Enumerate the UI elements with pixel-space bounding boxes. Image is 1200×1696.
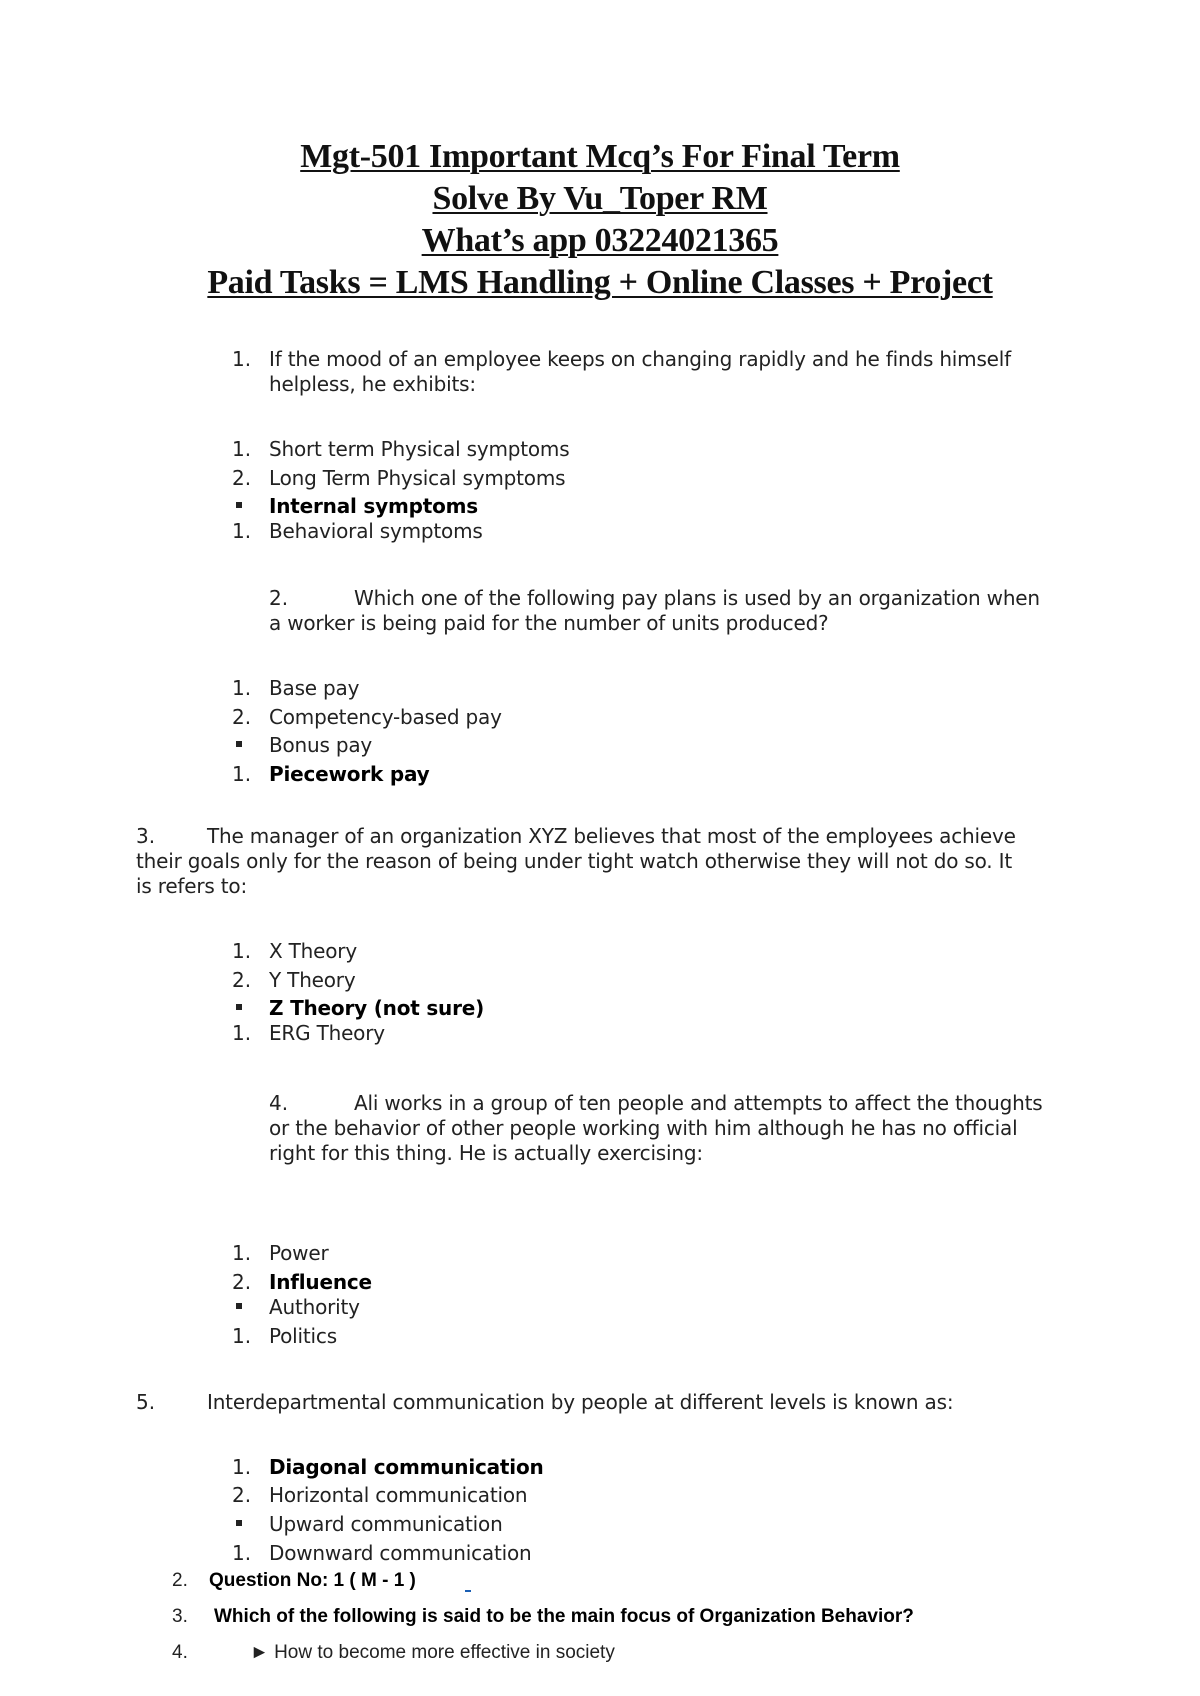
- option-text: Power: [269, 1241, 329, 1265]
- bullet-icon: [236, 1303, 242, 1309]
- option-marker: 2.: [232, 1270, 252, 1294]
- option-text: Upward communication: [269, 1512, 503, 1536]
- option-text: Downward communication: [269, 1541, 532, 1565]
- document-header: [0, 136, 1200, 304]
- option-marker: 2.: [232, 466, 252, 490]
- option-marker: 2.: [232, 968, 252, 992]
- option-marker: 1.: [232, 762, 252, 786]
- question-heading: Question No: 1 ( M - 1 ): [209, 1570, 416, 1591]
- option-marker: 1.: [232, 1455, 252, 1479]
- option-text-correct: Piecework pay: [269, 762, 430, 786]
- question-text: Ali works in a group of ten people and attempts to affect the thoughts: [354, 1091, 1043, 1115]
- option-text-correct: Diagonal communication: [269, 1455, 544, 1479]
- option-text: Y Theory: [269, 968, 356, 992]
- question-text: or the behavior of other people working with him although he has no official: [269, 1116, 1018, 1140]
- option-marker: 1.: [232, 676, 252, 700]
- question-text: a worker is being paid for the number of units produced?: [269, 611, 829, 635]
- question-number: 3.: [136, 824, 156, 848]
- option-text: Short term Physical symptoms: [269, 437, 570, 461]
- question-text: right for this thing. He is actually exercising:: [269, 1141, 703, 1165]
- question-text: Which of the following is said to be the main focus of Organization Behavior?: [214, 1606, 914, 1627]
- option-text: Horizontal communication: [269, 1483, 528, 1507]
- option-text: Authority: [269, 1295, 360, 1319]
- option-text: ► How to become more effective in society: [250, 1642, 615, 1663]
- doc-contact-line: What’s app 03224021365: [421, 222, 779, 259]
- question-text: The manager of an organization XYZ believes that most of the employees achieve: [207, 824, 1016, 848]
- option-text: Behavioral symptoms: [269, 519, 483, 543]
- option-text: Bonus pay: [269, 733, 373, 757]
- option-text-correct: Influence: [269, 1270, 372, 1294]
- question-text: their goals only for the reason of being under tight watch otherwise they will not do so. It: [136, 849, 1012, 873]
- doc-paid-tasks-line: Paid Tasks = LMS Handling + Online Classes + Project: [207, 264, 993, 301]
- question-text: helpless, he exhibits:: [269, 372, 476, 396]
- question-text: Interdepartmental communication by people at different levels is known as:: [207, 1390, 954, 1414]
- option-marker: 1.: [232, 1324, 252, 1348]
- bullet-icon: [236, 502, 242, 508]
- question-text: Which one of the following pay plans is used by an organization when: [354, 586, 1040, 610]
- link-anchor[interactable]: [465, 1590, 471, 1592]
- option-text-correct: Z Theory (not sure): [269, 996, 485, 1020]
- bullet-icon: [236, 741, 242, 747]
- option-marker: 1.: [232, 939, 252, 963]
- option-marker: 1.: [232, 1541, 252, 1565]
- question-number: 2.: [269, 586, 289, 610]
- question-number: 4.: [269, 1091, 289, 1115]
- doc-title: Mgt-501 Important Mcq’s For Final Term: [300, 138, 900, 175]
- list-number: 2.: [172, 1570, 188, 1591]
- bullet-icon: [236, 1520, 242, 1526]
- question-text: If the mood of an employee keeps on changing rapidly and he finds himself: [269, 347, 1011, 371]
- question-text: is refers to:: [136, 874, 247, 898]
- option-marker: 1.: [232, 437, 252, 461]
- option-marker: 2.: [232, 1483, 252, 1507]
- option-text: Politics: [269, 1324, 337, 1348]
- bullet-icon: [236, 1004, 242, 1010]
- option-marker: 2.: [232, 705, 252, 729]
- option-text: Base pay: [269, 676, 360, 700]
- option-text: X Theory: [269, 939, 357, 963]
- question-number: 1.: [232, 347, 252, 371]
- option-marker: 1.: [232, 519, 252, 543]
- option-text: Long Term Physical symptoms: [269, 466, 566, 490]
- list-number: 4.: [172, 1642, 188, 1663]
- option-text: Competency-based pay: [269, 705, 502, 729]
- doc-author-line: Solve By Vu_Toper RM: [432, 180, 768, 217]
- option-marker: 1.: [232, 1241, 252, 1265]
- option-text: ERG Theory: [269, 1021, 385, 1045]
- option-text-correct: Internal symptoms: [269, 494, 478, 518]
- option-marker: 1.: [232, 1021, 252, 1045]
- question-number: 5.: [136, 1390, 156, 1414]
- list-number: 3.: [172, 1606, 188, 1627]
